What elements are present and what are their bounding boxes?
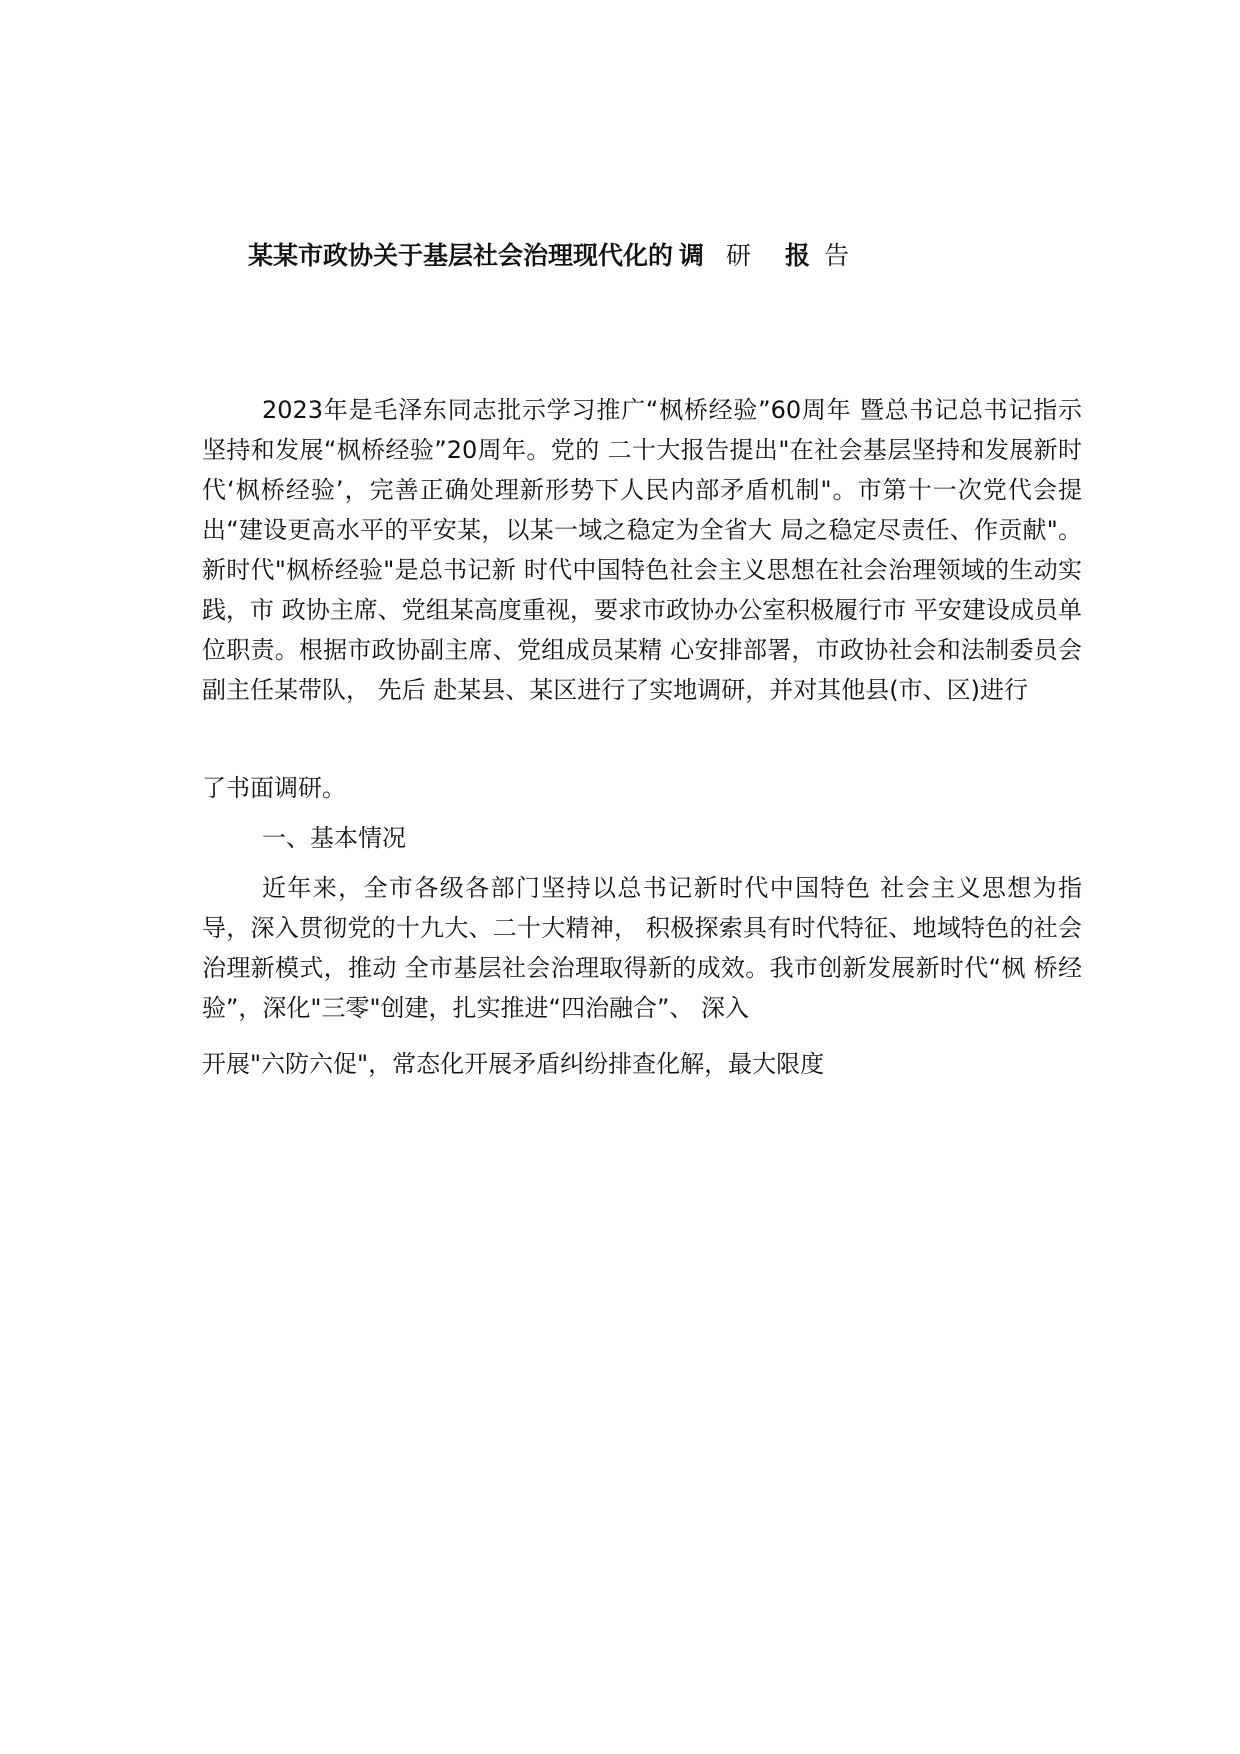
section-heading-basic: [202, 818, 1082, 858]
paragraph-intro: [202, 390, 1082, 710]
paragraph-intro-tail: [202, 768, 1082, 808]
title-char-4: 告: [824, 241, 850, 270]
section-heading-text: 一、基本情况: [262, 824, 406, 852]
title-char-3: 报: [785, 241, 811, 270]
paragraph-basic-situation-tail: [202, 1044, 1082, 1084]
paragraph-intro-text: 2023年是毛泽东同志批示学习推广“枫桥经验”60周年 暨总书记总书记指示坚持和发展“枫桥经验”20周年。党的 二十大报告提出"在社会基层坚持和发展新时代‘枫桥经验’，完善正确处理新形势下人民内部矛盾机制"。市第十一次党代会提出“建设更高水平的平安某，以某一域之稳定为全省大 局之稳定尽责任、作贡献"。新时代"枫桥经验"是总书记新 时代中国特色社会主义思想在社会治理领域的生动实践，市 政协主席、党组某高度重视，要求市政协办公室积极履行市 平安建设成员单位职责。根据市政协副主席、党组成员某精 心安排部署，市政协社会和法制委员会副主任某带队， 先后 赴某县、某区进行了实地调研，并对其他县(市、区)进行: [202, 396, 1082, 704]
paragraph-basic-situation-text: 近年来，全市各级各部门坚持以总书记新时代中国特色 社会主义思想为指导，深入贯彻党的十九大、二十大精神， 积极探索具有时代特征、地域特色的社会治理新模式，推动 全市基层社会治理取得新的成效。我市创新发展新时代“枫 桥经验”，深化"三零"创建，扎实推进“四治融合”、 深入: [202, 874, 1082, 1022]
document-title: [248, 238, 1008, 274]
paragraph-basic-situation-tail-text: 开展"六防六促"，常态化开展矛盾纠纷排查化解，最大限度: [202, 1050, 825, 1078]
title-char-1: 调: [679, 241, 705, 270]
paragraph-intro-tail-text: 了书面调研。: [202, 774, 346, 802]
paragraph-basic-situation: [202, 868, 1082, 1028]
title-char-2: 研: [726, 241, 752, 270]
title-main: 某某市政协关于基层社会治理现代化的: [248, 241, 674, 270]
